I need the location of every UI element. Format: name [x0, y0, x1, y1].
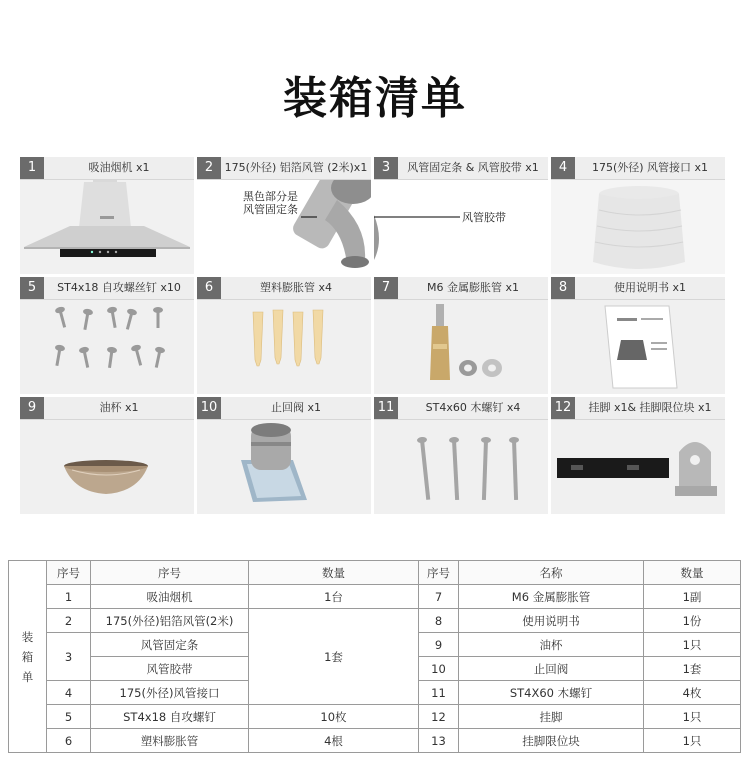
side-char: 单 — [21, 669, 34, 684]
item-label: 风管固定条 & 风管胶带 x1 — [407, 161, 539, 174]
cell-qty: 4根 — [249, 729, 419, 753]
item-header — [374, 277, 548, 300]
cell-no: 5 — [47, 705, 91, 729]
cell-name: 挂脚 — [459, 705, 644, 729]
metal-anchor-image — [374, 300, 548, 394]
item-header — [197, 397, 371, 420]
item-card-manual — [551, 277, 725, 394]
cell-no: 9 — [419, 633, 459, 657]
cell-qty: 10枚 — [249, 705, 419, 729]
manual-image — [551, 300, 725, 394]
duct-note-line1: 黑色部分是 — [243, 190, 298, 203]
item-card-duct-connector — [551, 157, 725, 274]
item-label: ST4x60 木螺钉 x4 — [425, 401, 521, 414]
cell-no: 7 — [419, 585, 459, 609]
cell-no: 2 — [47, 609, 91, 633]
item-card-self-tapping-screws — [20, 277, 194, 394]
item-header — [197, 277, 371, 300]
cell-name: 塑料膨胀管 — [91, 729, 249, 753]
check-valve-image — [197, 420, 371, 514]
item-number: 5 — [20, 277, 44, 299]
item-card-wall-bracket — [551, 397, 725, 514]
item-card-oil-cup — [20, 397, 194, 514]
item-label: 使用说明书 x1 — [613, 281, 686, 294]
item-number: 4 — [551, 157, 575, 179]
item-number: 8 — [551, 277, 575, 299]
item-card-aluminum-duct — [197, 157, 371, 274]
duct-image-area — [197, 180, 371, 274]
side-char: 箱 — [21, 649, 34, 664]
item-header — [20, 157, 194, 180]
col-header-no: 序号 — [47, 561, 91, 585]
packing-list-side-label — [9, 561, 47, 753]
item-label: 挂脚 x1& 挂脚限位块 x1 — [588, 401, 712, 414]
item-number: 11 — [374, 397, 398, 419]
item-card-plastic-anchors — [197, 277, 371, 394]
range-hood-image — [20, 180, 194, 274]
duct-tape-note: 风管胶带 — [462, 211, 506, 224]
item-header — [551, 397, 725, 420]
item-card-duct-strip-tape — [374, 157, 548, 274]
item-number: 3 — [374, 157, 398, 179]
item-label: 塑料膨胀管 x4 — [259, 281, 332, 294]
col-header-name: 序号 — [91, 561, 249, 585]
plastic-anchors-image — [197, 300, 371, 394]
cell-name: 挂脚限位块 — [459, 729, 644, 753]
cell-no: 3 — [47, 633, 91, 681]
item-grid — [20, 157, 725, 514]
cell-name: 止回阀 — [459, 657, 644, 681]
duct-tape-area — [374, 180, 548, 274]
cell-name: ST4x18 自攻螺钉 — [91, 705, 249, 729]
item-label: 油杯 x1 — [99, 401, 139, 414]
cell-no: 1 — [47, 585, 91, 609]
duct-connector-image — [551, 180, 725, 274]
cell-qty: 1套 — [644, 657, 741, 681]
cell-name: 吸油烟机 — [91, 585, 249, 609]
cell-name: 175(外径)铝箔风管(2米) — [91, 609, 249, 633]
table-row — [9, 729, 741, 753]
item-number: 6 — [197, 277, 221, 299]
cell-no: 11 — [419, 681, 459, 705]
cell-qty: 1份 — [644, 609, 741, 633]
oil-cup-image — [20, 420, 194, 514]
item-card-check-valve — [197, 397, 371, 514]
cell-no: 12 — [419, 705, 459, 729]
col-header-name: 名称 — [459, 561, 644, 585]
item-label: M6 金属膨胀管 x1 — [427, 281, 519, 294]
duct-note-line2: 风管固定条 — [243, 203, 298, 216]
cell-name: 油杯 — [459, 633, 644, 657]
item-number: 10 — [197, 397, 221, 419]
table-row — [9, 609, 741, 633]
cell-no: 6 — [47, 729, 91, 753]
wall-bracket-image — [551, 420, 725, 514]
item-header — [374, 397, 548, 420]
cell-name: 风管固定条 — [91, 633, 249, 657]
cell-qty: 1套 — [249, 609, 419, 705]
cell-qty: 1台 — [249, 585, 419, 609]
item-label: 吸油烟机 x1 — [88, 161, 150, 174]
cell-no: 8 — [419, 609, 459, 633]
item-header — [551, 157, 725, 180]
item-label: 175(外径) 风管接口 x1 — [591, 161, 709, 174]
item-number: 2 — [197, 157, 221, 179]
cell-qty: 1只 — [644, 729, 741, 753]
cell-qty: 1只 — [644, 633, 741, 657]
cell-no: 13 — [419, 729, 459, 753]
item-header — [20, 277, 194, 300]
cell-qty: 4枚 — [644, 681, 741, 705]
col-header-qty: 数量 — [644, 561, 741, 585]
cell-no: 10 — [419, 657, 459, 681]
table-row — [9, 585, 741, 609]
item-card-wood-screws — [374, 397, 548, 514]
table-header-row — [9, 561, 741, 585]
table-row — [9, 705, 741, 729]
cell-qty: 1只 — [644, 705, 741, 729]
cell-name: 使用说明书 — [459, 609, 644, 633]
packing-list-table — [8, 560, 741, 753]
item-header — [20, 397, 194, 420]
page-title: 装箱清单 — [283, 73, 467, 124]
item-number: 12 — [551, 397, 575, 419]
cell-name: M6 金属膨胀管 — [459, 585, 644, 609]
cell-no: 4 — [47, 681, 91, 705]
item-label: 止回阀 x1 — [270, 401, 321, 414]
item-number: 1 — [20, 157, 44, 179]
item-number: 7 — [374, 277, 398, 299]
item-header — [551, 277, 725, 300]
item-label: 175(外径) 铝箔风管 (2米)x1 — [224, 161, 368, 174]
side-char: 装 — [21, 629, 34, 644]
item-header — [197, 157, 371, 180]
cell-qty: 1副 — [644, 585, 741, 609]
col-header-no: 序号 — [419, 561, 459, 585]
cell-name: ST4X60 木螺钉 — [459, 681, 644, 705]
item-card-range-hood — [20, 157, 194, 274]
item-number: 9 — [20, 397, 44, 419]
cell-name: 175(外径)风管接口 — [91, 681, 249, 705]
item-label: ST4x18 自攻螺丝钉 x10 — [57, 281, 181, 294]
col-header-qty: 数量 — [249, 561, 419, 585]
duct-tape-pointer — [374, 180, 548, 274]
wood-screws-image — [374, 420, 548, 514]
item-card-metal-anchor — [374, 277, 548, 394]
self-tapping-screws-image — [20, 300, 194, 394]
cell-name: 风管胶带 — [91, 657, 249, 681]
item-header — [374, 157, 548, 180]
